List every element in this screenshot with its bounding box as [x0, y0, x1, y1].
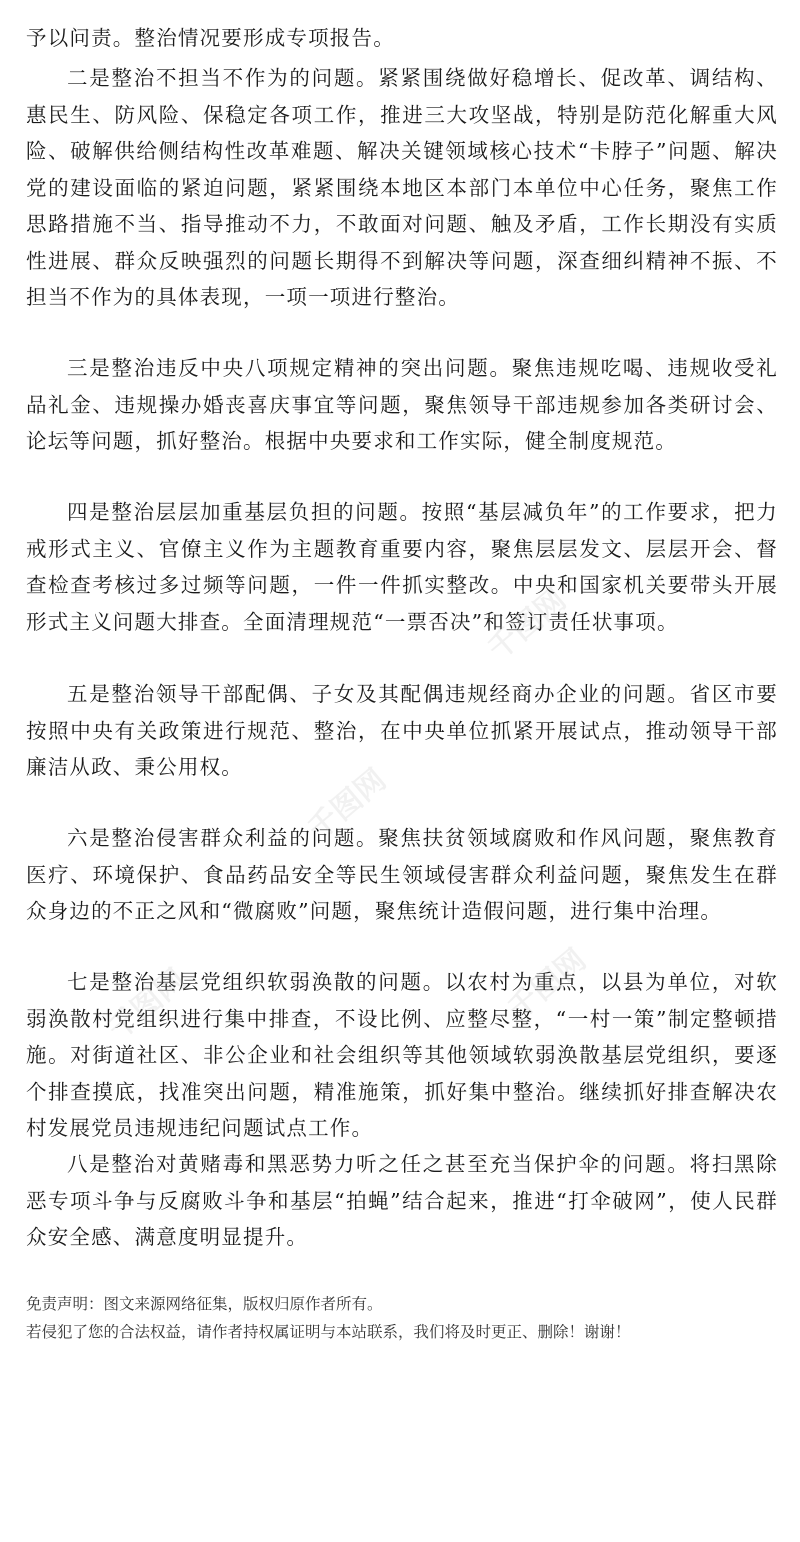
watermark: 千图网: [301, 762, 393, 848]
watermark: 千图网: [101, 962, 193, 1048]
watermark: 千图网: [481, 582, 573, 668]
disclaimer-line-2: 若侵犯了您的合法权益，请作者持权属证明与本站联系，我们将及时更正、删除！谢谢！: [26, 1323, 631, 1341]
disclaimer-line-1: 免责声明：图文来源网络征集，版权归原作者所有。: [26, 1295, 383, 1313]
paragraph-item-2: 二是整治不担当不作为的问题。紧紧围绕做好稳增长、促改革、调结构、惠民生、防风险、保稳定各项工作，推进三大攻坚战，特别是防范化解重大风险、破解供给侧结构性改革难题、解决关键领域核心技术“卡脖子”问题、解决党的建设面临的紧迫问题，紧紧围绕本地区本部门本单位中心任务，聚焦工作思路措施不当、指导推动不力，不敢面对问题、触及矛盾，工作长期没有实质性进展、群众反映强烈的问题长期得不到解决等问题，深查细纠精神不振、不担当不作为的具体表现，一项一项进行整治。: [26, 66, 778, 309]
paragraph-item-8: 八是整治对黄赌毒和黑恶势力听之任之甚至充当保护伞的问题。将扫黑除恶专项斗争与反腐败斗争和基层“拍蝇”结合起来，推进“打伞破网”，使人民群众安全感、满意度明显提升。: [26, 1152, 778, 1249]
paragraph-item-4: 四是整治层层加重基层负担的问题。按照“基层减负年”的工作要求，把力戒形式主义、官僚主义作为主题教育重要内容，聚焦层层发文、层层开会、督查检查考核过多过频等问题，一件一件抓实整改。中央和国家机关要带头开展形式主义问题大排查。全面清理规范“一票否决”和签订责任状事项。: [26, 500, 778, 634]
paragraph-item-3: 三是整治违反中央八项规定精神的突出问题。聚焦违规吃喝、违规收受礼品礼金、违规操办婚丧喜庆事宜等问题，聚焦领导干部违规参加各类研讨会、论坛等问题，抓好整治。根据中央要求和工作实际，健全制度规范。: [26, 356, 778, 453]
paragraph-item-5: 五是整治领导干部配偶、子女及其配偶违规经商办企业的问题。省区市要按照中央有关政策进行规范、整治，在中央单位抓紧开展试点，推动领导干部廉洁从政、秉公用权。: [26, 682, 778, 779]
paragraph-item-6: 六是整治侵害群众利益的问题。聚焦扶贫领域腐败和作风问题，聚焦教育医疗、环境保护、食品药品安全等民生领域侵害群众利益问题，聚焦发生在群众身边的不正之风和“微腐败”问题，聚焦统计造假问题，进行集中治理。: [26, 826, 778, 923]
paragraph-item-7: 七是整治基层党组织软弱涣散的问题。以农村为重点，以县为单位，对软弱涣散村党组织进行集中排查，不设比例、应整尽整，“一村一策”制定整顿措施。对街道社区、非公企业和社会组织等其他领域软弱涣散基层党组织，要逐个排查摸底，找准突出问题，精准施策，抓好集中整治。继续抓好排查解决农村发展党员违规违纪问题试点工作。: [26, 970, 778, 1140]
paragraph-intro-tail: 予以问责。整治情况要形成专项报告。: [26, 26, 395, 50]
watermark: 千图网: [501, 942, 593, 1028]
